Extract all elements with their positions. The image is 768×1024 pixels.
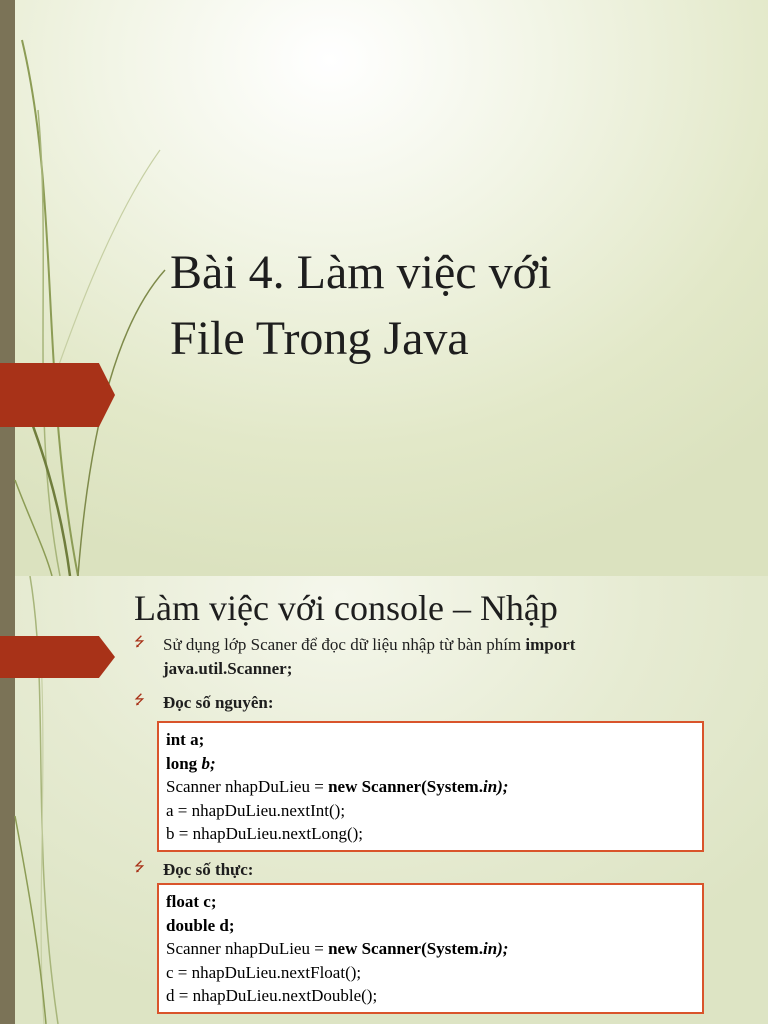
code-line: float c; xyxy=(166,892,217,911)
code-line: Scanner nhapDuLieu = new Scanner(System.in); xyxy=(166,777,509,796)
slide-title-line-1: Bài 4. Làm việc với xyxy=(170,246,552,299)
bullet-bold-text: Đọc số thực: xyxy=(163,860,254,879)
code-line: a = nhapDuLieu.nextInt(); xyxy=(166,800,346,820)
bullet-bold-text: Đọc số nguyên: xyxy=(163,693,274,712)
slide-title xyxy=(170,240,551,372)
list-item xyxy=(134,691,704,715)
code-line: long b; xyxy=(166,753,216,773)
code-line: c = nhapDuLieu.nextFloat(); xyxy=(166,962,362,982)
list-item xyxy=(134,633,704,681)
bullet-arrow-icon: ⭍ xyxy=(134,860,145,875)
code-line: int a; xyxy=(166,730,205,749)
code-line: d = nhapDuLieu.nextDouble(); xyxy=(166,986,378,1005)
bullet-arrow-icon: ⭍ xyxy=(134,693,145,708)
console-input-slide xyxy=(0,576,768,1024)
code-line: b = nhapDuLieu.nextLong(); xyxy=(166,824,364,843)
code-block-float xyxy=(157,883,704,1014)
bullet-text: Sử dụng lớp Scaner để đọc dữ liệu nhập từ bàn phím xyxy=(163,635,526,654)
slide-title-line-2: File Trong Java xyxy=(170,312,469,365)
section-title: Làm việc với console – Nhập xyxy=(134,588,558,628)
code-line: double d; xyxy=(166,915,235,935)
section-accent-tab xyxy=(0,636,115,678)
title-accent-tab xyxy=(0,363,115,427)
code-line: Scanner nhapDuLieu = new Scanner(System.in); xyxy=(166,939,509,958)
bullet-arrow-icon: ⭍ xyxy=(134,635,145,650)
list-item xyxy=(134,858,704,882)
code-block-integer xyxy=(157,721,704,852)
bullet-bold-text: import java.util.Scanner; xyxy=(163,635,576,678)
